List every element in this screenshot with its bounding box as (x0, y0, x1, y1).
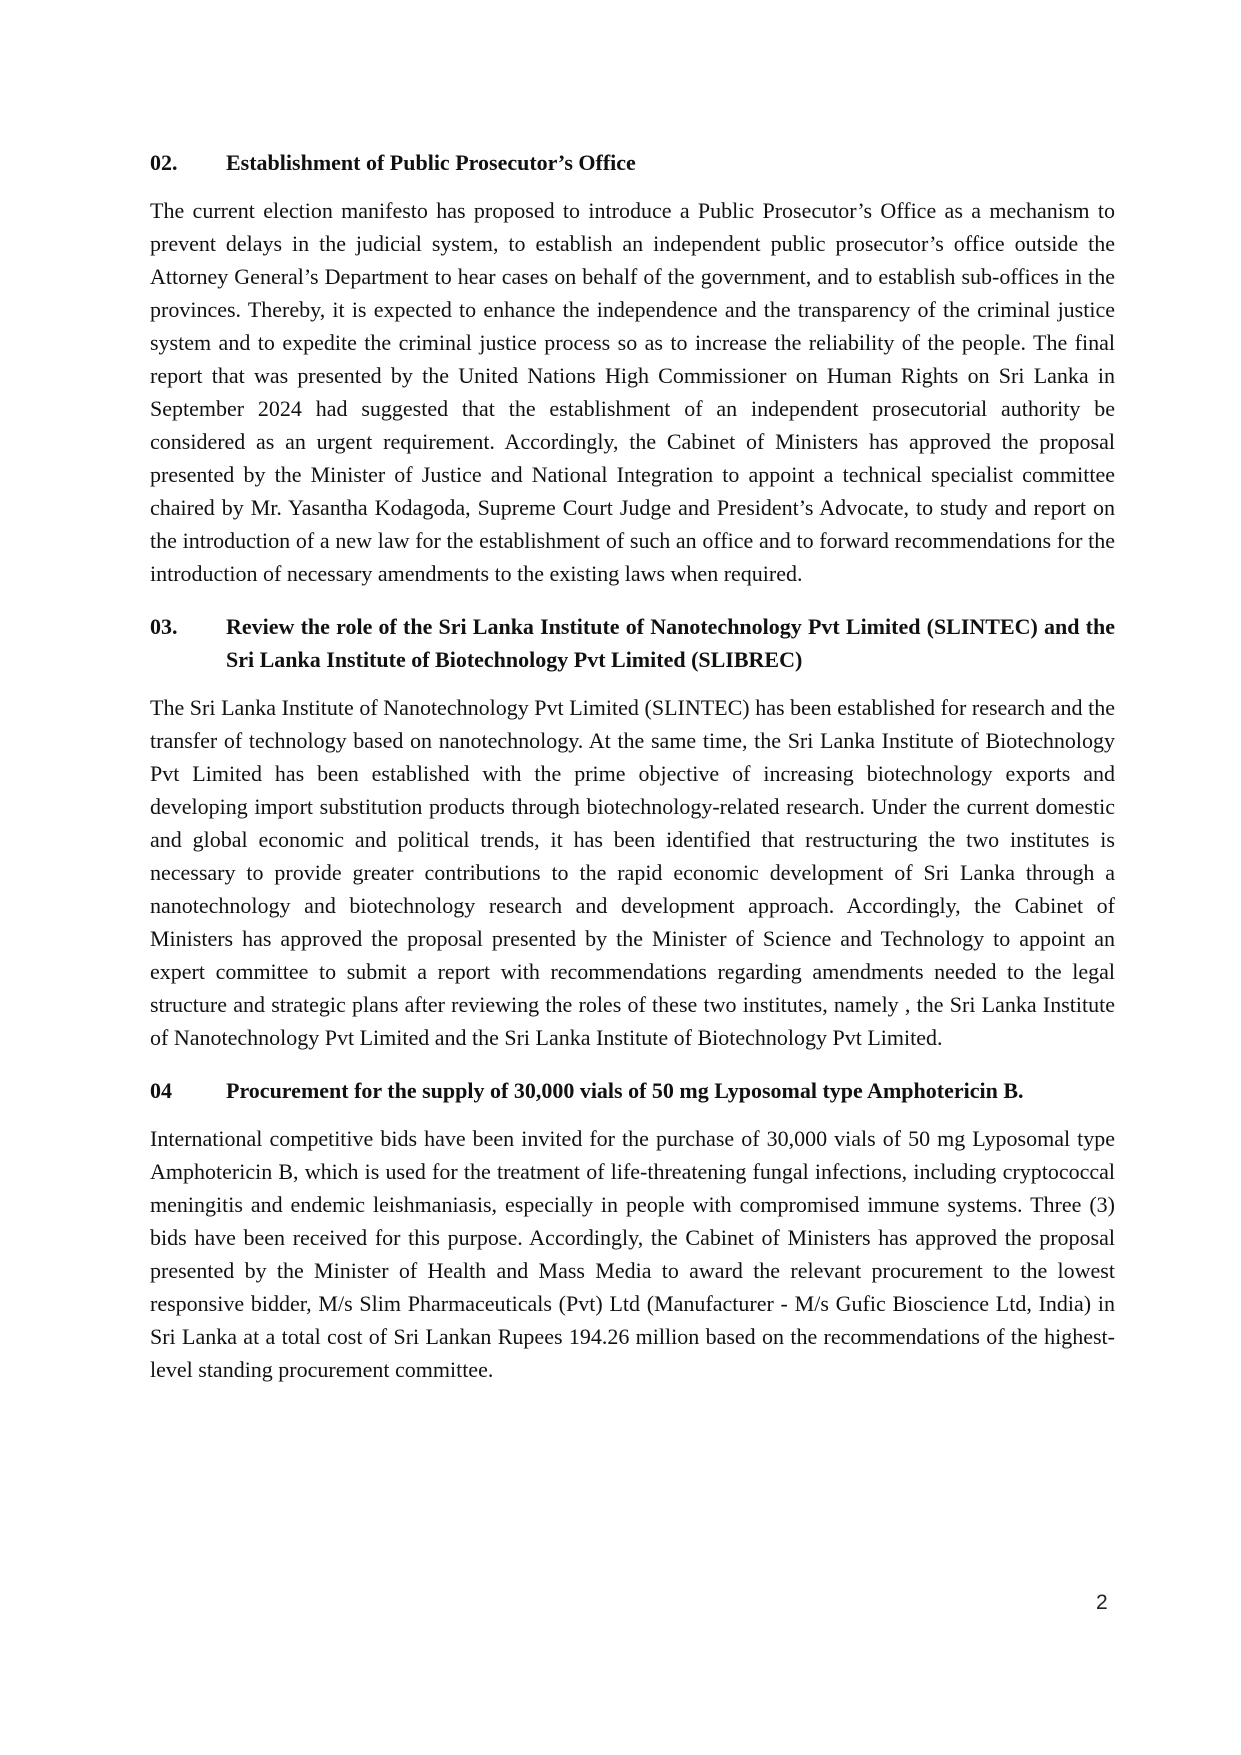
section-03 (150, 610, 1115, 1054)
document-page (150, 146, 1115, 1406)
section-title: Review the role of the Sri Lanka Institute of Nanotechnology Pvt Limited (SLINTEC) and the Sri Lanka Institute of Biotechnology Pvt Limited (SLIBREC) (226, 614, 1115, 672)
section-heading (150, 1074, 1115, 1107)
section-number: 04 (150, 1078, 172, 1103)
section-body: International competitive bids have been invited for the purchase of 30,000 vials of 50 mg Lyposomal type Amphotericin B, which is used for the treatment of life-threatening fungal infections, including cryptococcal meningitis and endemic leishmaniasis, especially in people with compromised immune systems. Three (3) bids have been received for this purpose. Accordingly, the Cabinet of Ministers has approved the proposal presented by the Minister of Health and Mass Media to award the relevant procurement to the lowest responsive bidder, M/s Slim Pharmaceuticals (Pvt) Ltd (Manufacturer - M/s Gufic Bioscience Ltd, India) in Sri Lanka at a total cost of Sri Lankan Rupees 194.26 million based on the recommendations of the highest-level standing procurement committee. (150, 1126, 1115, 1382)
page-number: 2 (1096, 1591, 1108, 1614)
section-number: 03. (150, 614, 178, 639)
section-body: The Sri Lanka Institute of Nanotechnology Pvt Limited (SLINTEC) has been established for research and the transfer of technology based on nanotechnology. At the same time, the Sri Lanka Institute of Biotechnology Pvt Limited has been established with the prime objective of increasing biotechnology exports and developing import substitution products through biotechnology-related research. Under the current domestic and global economic and political trends, it has been identified that restructuring the two institutes is necessary to provide greater contributions to the rapid economic development of Sri Lanka through a nanotechnology and biotechnology research and development approach. Accordingly, the Cabinet of Ministers has approved the proposal presented by the Minister of Science and Technology to appoint an expert committee to submit a report with recommendations regarding amendments needed to the legal structure and strategic plans after reviewing the roles of these two institutes, namely , the Sri Lanka Institute of Nanotechnology Pvt Limited and the Sri Lanka Institute of Biotechnology Pvt Limited. (150, 695, 1115, 1050)
section-title: Establishment of Public Prosecutor’s Office (226, 150, 636, 175)
section-number: 02. (150, 150, 178, 175)
section-title: Procurement for the supply of 30,000 vials of 50 mg Lyposomal type Amphotericin B. (226, 1078, 1024, 1103)
section-04 (150, 1074, 1115, 1386)
section-02 (150, 146, 1115, 590)
section-heading (150, 146, 1115, 179)
section-body: The current election manifesto has proposed to introduce a Public Prosecutor’s Office as a mechanism to prevent delays in the judicial system, to establish an independent public prosecutor’s office outside the Attorney General’s Department to hear cases on behalf of the government, and to establish sub-offices in the provinces. Thereby, it is expected to enhance the independence and the transparency of the criminal justice system and to expedite the criminal justice process so as to increase the reliability of the people. The final report that was presented by the United Nations High Commissioner on Human Rights on Sri Lanka in September 2024 had suggested that the establishment of an independent prosecutorial authority be considered as an urgent requirement. Accordingly, the Cabinet of Ministers has approved the proposal presented by the Minister of Justice and National Integration to appoint a technical specialist committee chaired by Mr. Yasantha Kodagoda, Supreme Court Judge and President’s Advocate, to study and report on the introduction of a new law for the establishment of such an office and to forward recommendations for the introduction of necessary amendments to the existing laws when required. (150, 198, 1115, 586)
section-heading (150, 610, 1115, 676)
